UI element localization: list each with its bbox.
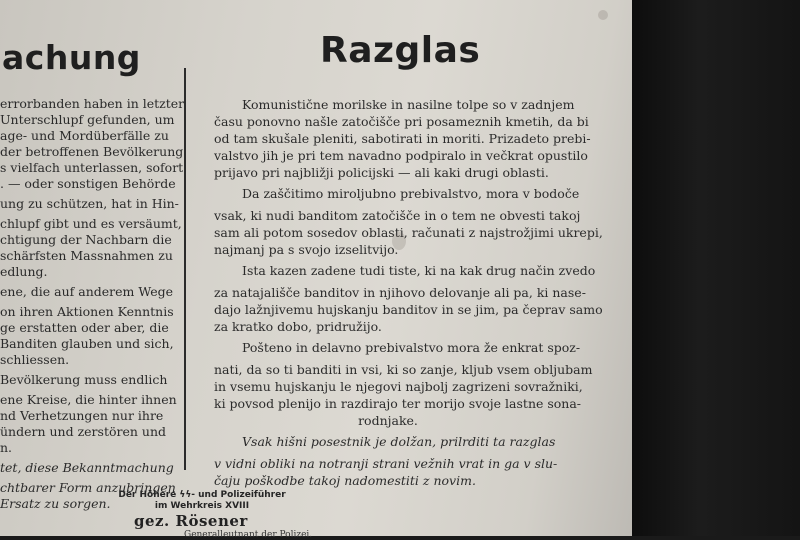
slovene-line: od tam skušale pleniti, sabotirati in moriti. Prizadeto prebi-: [214, 131, 591, 146]
german-line: nd Verhetzungen nur ihre: [0, 408, 164, 423]
german-line: Unterschlupf gefunden, um: [0, 112, 175, 127]
german-line: tet, diese Bekanntmachung: [0, 460, 174, 475]
german-line: s vielfach unterlassen, sofort: [0, 160, 184, 175]
slovene-line: za kratko dobo, pridružijo.: [214, 319, 382, 334]
column-divider: [184, 68, 186, 470]
signature-org-line: im Wehrkreis XVIII: [154, 501, 250, 511]
german-line: ung zu schützen, hat in Hin-: [0, 196, 179, 211]
slovene-line: za natajališče banditov in njihovo delovanje ali pa, ki nase-: [214, 285, 586, 300]
slovene-line: dajo lažnjivemu hujskanju banditov in se jim, pa čeprav samo: [214, 302, 603, 317]
german-line: schliessen.: [0, 352, 70, 367]
german-line: edlung.: [0, 264, 48, 279]
slovene-line: Pošteno in delavno prebivalstvo mora že enkrat spoz-: [242, 340, 581, 355]
slovene-line: valstvo jih je pri tem navadno podpiralo in večkrat opustilo: [214, 148, 588, 163]
slovene-line: nati, da so ti banditi in vsi, ki so zanje, kljub vsem obljubam: [214, 362, 593, 377]
german-line: ene, die auf anderem Wege: [0, 284, 173, 299]
slovene-line: Vsak hišni posestnik je dolžan, prilrditi ta razglas: [242, 434, 556, 449]
german-line: errorbanden haben in letzter: [0, 96, 185, 111]
signature-org-line: Der Höhere ϟϟ- und Polizeiführer: [118, 490, 286, 500]
german-line: der betroffenen Bevölkerung: [0, 144, 184, 159]
german-line: chtigung der Nachbarn die: [0, 232, 172, 247]
slovene-text-column: [214, 96, 603, 489]
slovene-line: vsak, ki nudi banditom zatočišče in o tem ne obvesti takoj: [214, 208, 581, 223]
paper-stain: [392, 232, 406, 250]
german-line: Ersatz zu sorgen.: [0, 496, 111, 511]
german-line: Banditen glauben und sich,: [0, 336, 174, 351]
slovene-line: v vidni obliki na notranji strani vežnih vrat in ga v slu-: [214, 456, 558, 471]
slovene-line: Komunistične morilske in nasilne tolpe so v zadnjem: [242, 97, 575, 112]
german-line: n.: [0, 440, 13, 455]
signature-name: gez. Rösener: [134, 512, 248, 530]
slovene-line: Da zaščitimo miroljubno prebivalstvo, mora v bodoče: [242, 186, 580, 201]
signature-rank: Generalleutnant der Polizei.: [184, 530, 313, 540]
slovene-line: času ponovno našle zatočišče pri posameznih kmetih, da bi: [214, 114, 589, 129]
german-line: on ihren Aktionen Kenntnis: [0, 304, 174, 319]
slovene-line: čaju poškodbe takoj nadomestiti z novim.: [214, 473, 476, 488]
german-line: ündern und zerstören und: [0, 424, 166, 439]
slovene-title: Razglas: [320, 30, 481, 71]
german-line: . — oder sonstigen Behörde: [0, 176, 176, 191]
german-title: achung: [2, 38, 141, 77]
slovene-line: rodnjake.: [358, 413, 418, 428]
slovene-line: najmanj pa s svojo izselitvijo.: [214, 242, 399, 257]
german-line: ene Kreise, die hinter ihnen: [0, 392, 177, 407]
german-line: schärfsten Massnahmen zu: [0, 248, 173, 263]
german-text-column: [0, 96, 185, 512]
german-line: age- und Mordüberfälle zu: [0, 128, 169, 143]
slovene-line: prijavo pri najbližji policijski — ali kaki drugi oblasti.: [214, 165, 549, 180]
german-line: ge erstatten oder aber, die: [0, 320, 169, 335]
slovene-line: Ista kazen zadene tudi tiste, ki na kak drug način zvedo: [242, 263, 596, 278]
german-line: Bevölkerung muss endlich: [0, 372, 168, 387]
german-line: chtbarer Form anzubringen: [0, 480, 176, 495]
slovene-line: ki povsod plenijo in razdirajo ter morijo svoje lastne sona-: [214, 396, 582, 411]
dark-background: [632, 0, 800, 536]
german-line: chlupf gibt und es versäumt,: [0, 216, 182, 231]
paper-stain: [598, 10, 608, 20]
slovene-line: sam ali potom sosedov oblasti, računati z najstrožjimi ukrepi,: [214, 225, 603, 240]
slovene-line: in vsemu hujskanju le njegovi najbolj zagrizeni sovražniki,: [214, 379, 583, 394]
signature-organization: [112, 490, 292, 512]
